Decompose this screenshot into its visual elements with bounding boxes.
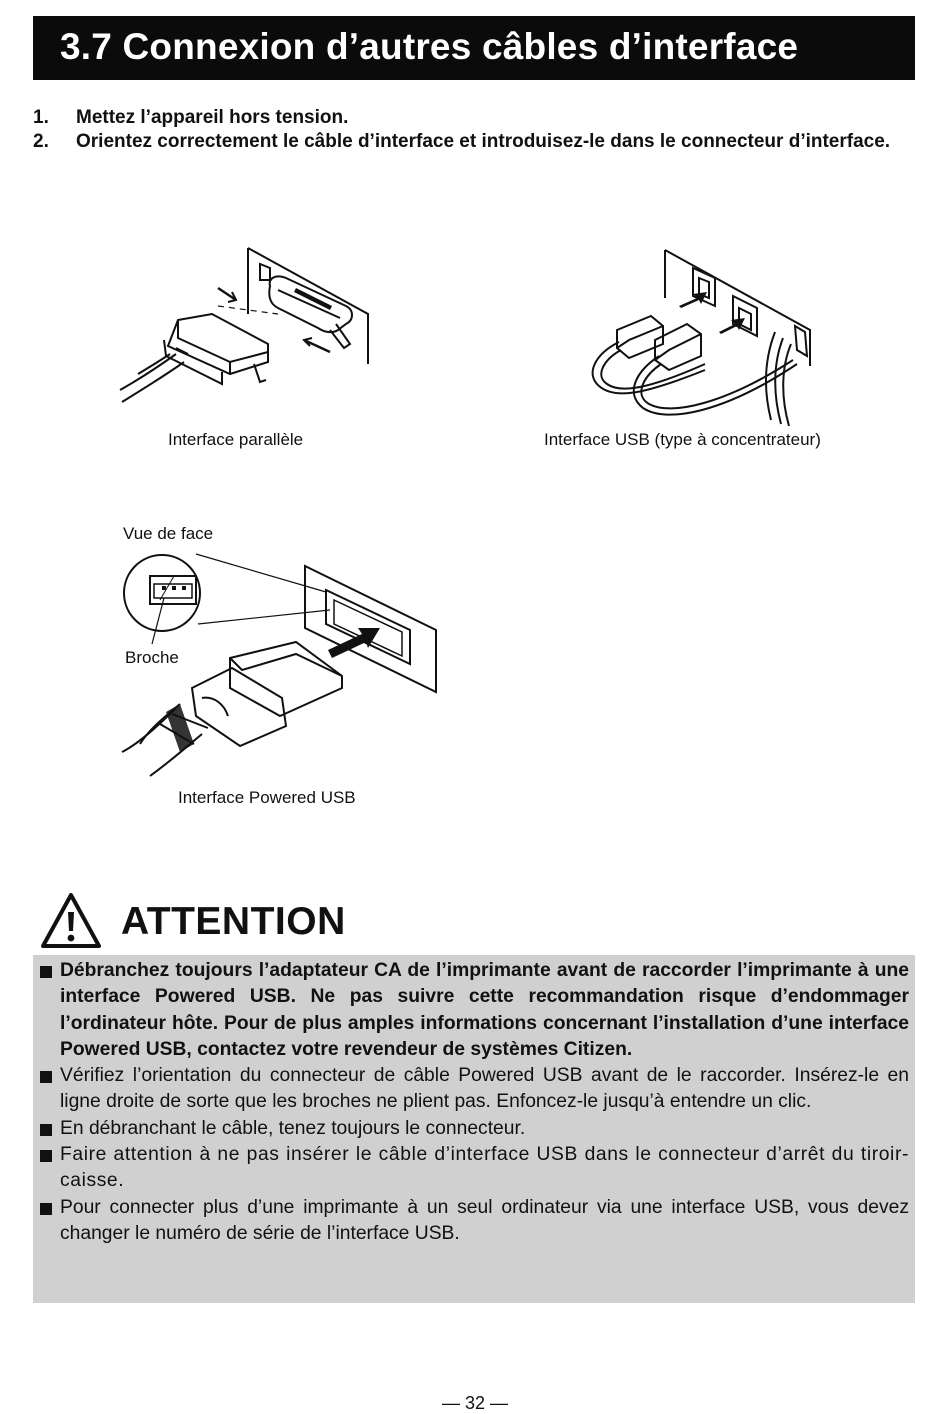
page-number: — 32 — [441,1393,509,1413]
front-view-label: Vue de face [123,524,214,543]
step-number: 2. [33,131,49,152]
attention-item: Débranchez toujours l’adaptateur CA de l’imprimante avant de raccorder l’imprimante à une interface Powered USB. Ne pas suivre cette recommandation risque d’endommager l’ordinateur hôte. Pour de plus amples informations concernant l’installation d’une interface Powered USB, contactez votre revendeur de systèmes Citizen. [39,958,909,1063]
parallel-interface-illustration [118,244,378,414]
warning-icon [40,892,102,950]
usb-caption: Interface USB (type à concentrateur) [544,430,821,449]
parallel-caption: Interface parallèle [168,430,304,449]
attention-item: En débranchant le câble, tenez toujours le connecteur. [39,1116,909,1142]
section-title: 3.7 Connexion d’autres câbles d’interface [33,16,915,80]
step-number: 1. [33,107,49,128]
step-text: Orientez correctement le câble d’interface et introduisez-le dans le connecteur d’interface. [76,131,891,152]
usb-hub-interface-illustration [585,248,815,426]
step-item [33,130,915,154]
attention-item: Faire attention à ne pas insérer le câble d’interface USB dans le connecteur d’arrêt du tiroir-caisse. [39,1142,909,1195]
attention-list [39,958,909,1247]
attention-heading: ATTENTION [121,900,346,943]
powered-usb-caption: Interface Powered USB [178,788,356,807]
attention-item: Pour connecter plus d’une imprimante à un seul ordinateur via une interface USB, vous devez changer le numéro de série de l’interface USB. [39,1195,909,1248]
pin-label: Broche [125,648,179,667]
steps-list [33,106,915,154]
step-text: Mettez l’appareil hors tension. [76,107,349,128]
attention-box [33,955,915,1303]
attention-item: Vérifiez l’orientation du connecteur de câble Powered USB avant de le raccorder. Insérez-le en ligne droite de sorte que les broches ne plient pas. Enfoncez-le jusqu’à entendre un clic. [39,1063,909,1116]
step-item [33,106,915,130]
